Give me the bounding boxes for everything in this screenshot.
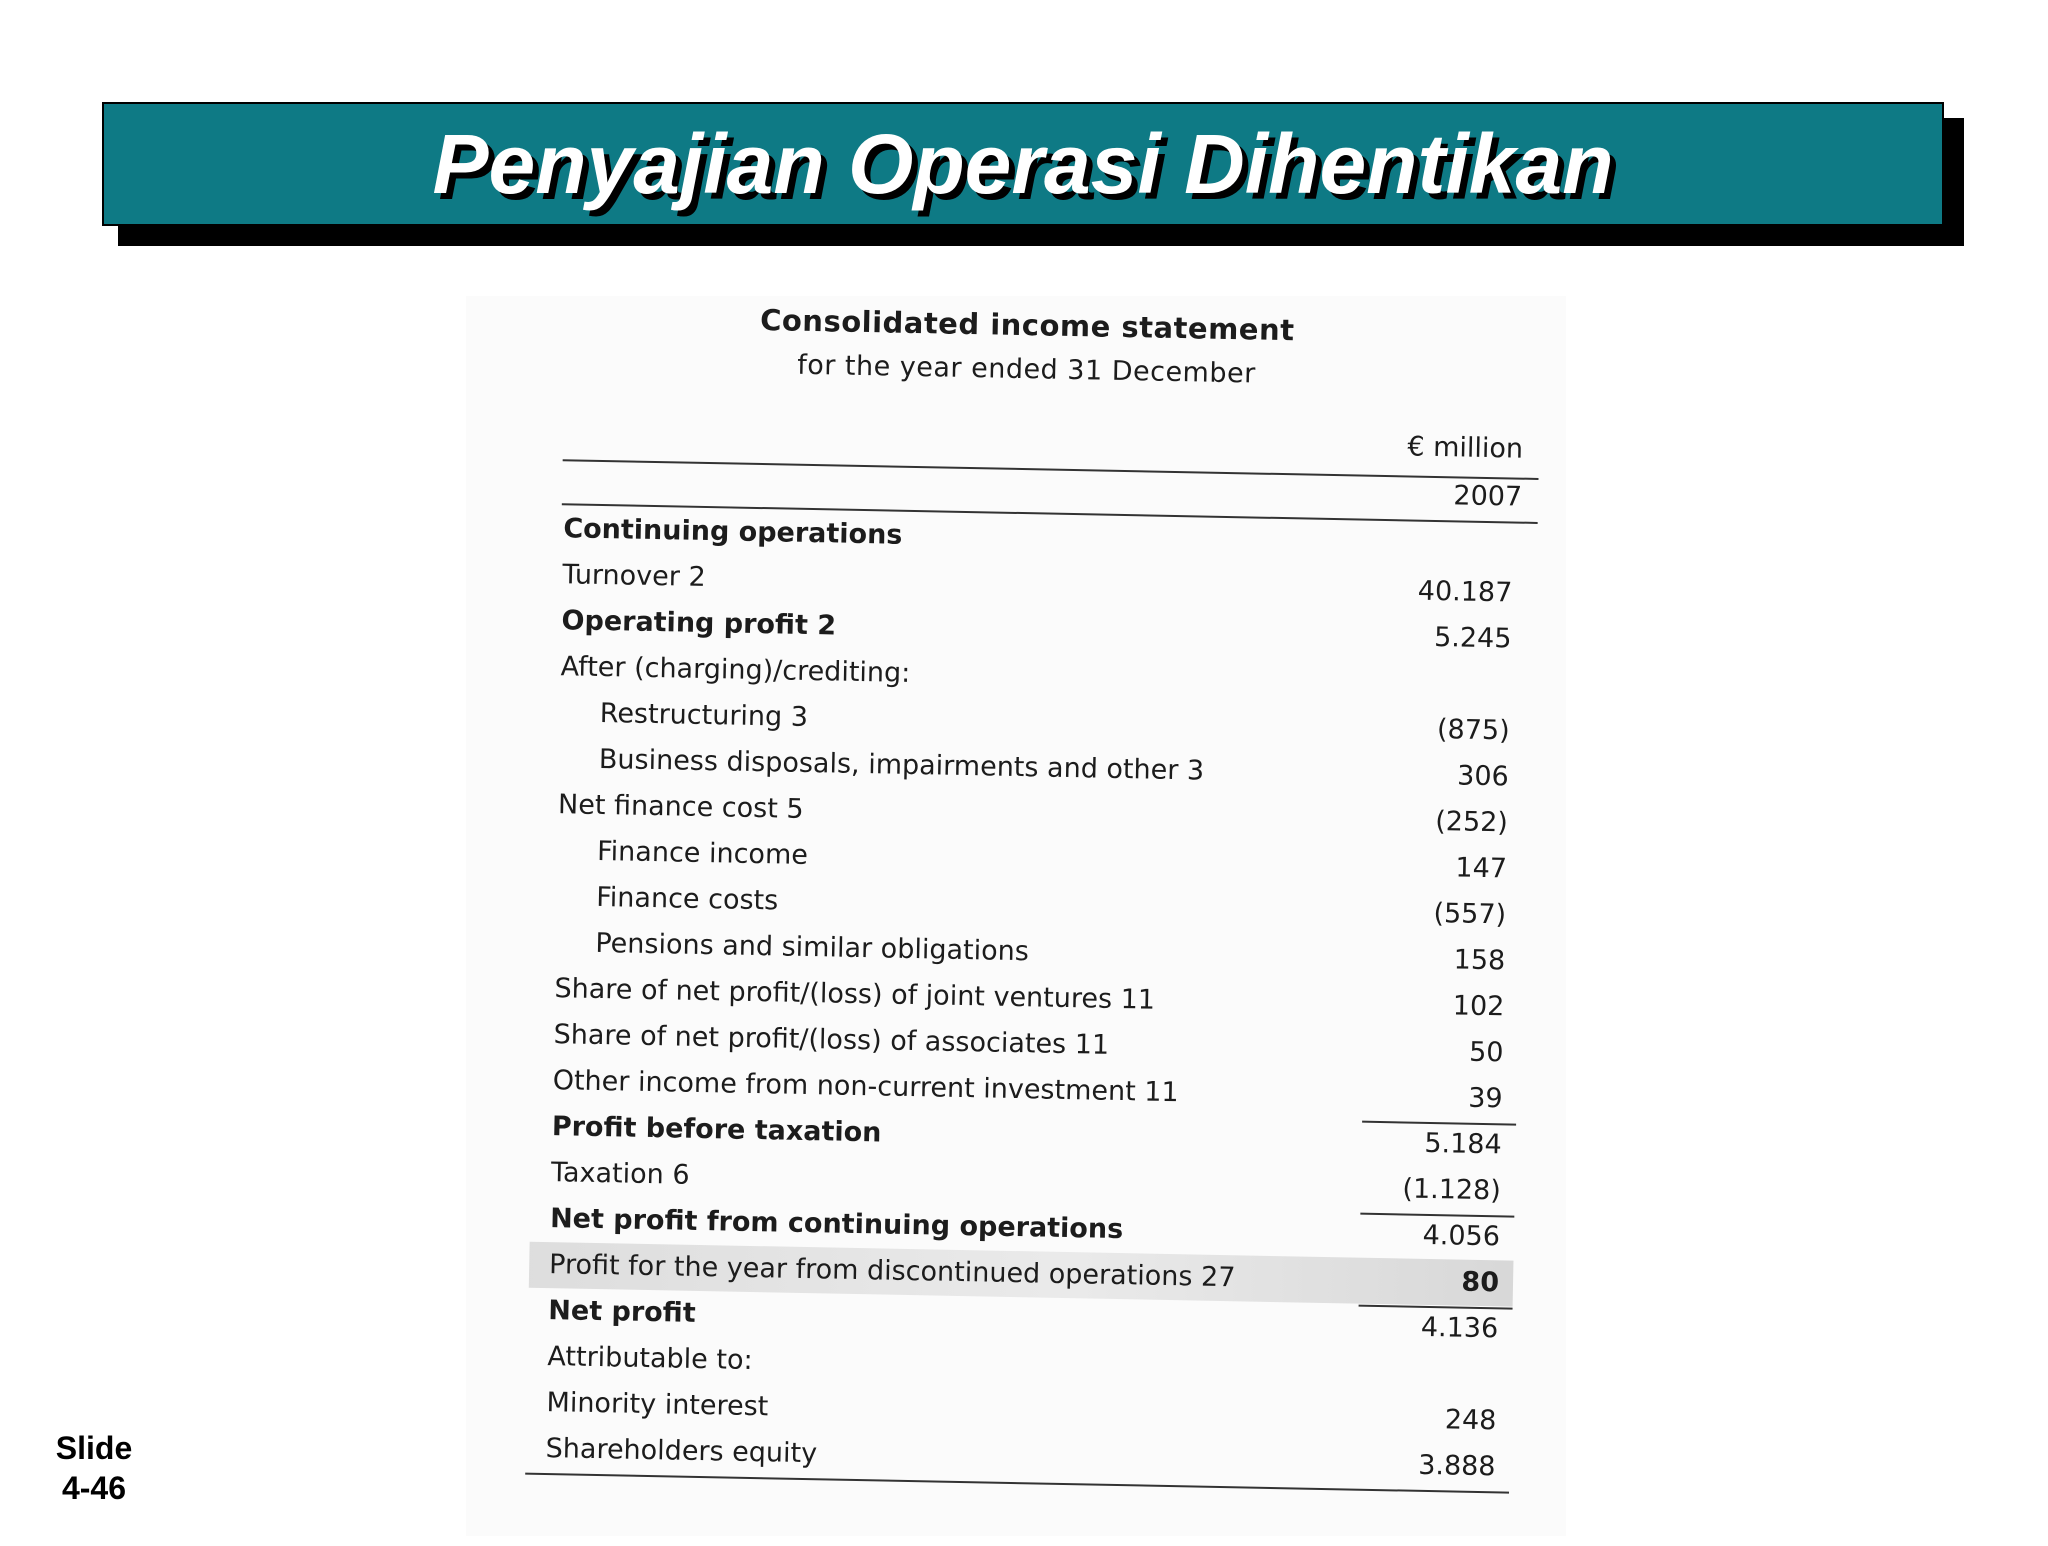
- row-value: (875): [1436, 714, 1510, 747]
- row-label: Finance income: [596, 835, 809, 871]
- row-value: 39: [1467, 1082, 1503, 1115]
- row-label: Business disposals, impairments and other 3: [598, 743, 1205, 787]
- row-value: (1.128): [1402, 1173, 1502, 1207]
- row-value: 5.245: [1433, 621, 1512, 655]
- row-label: Restructuring 3: [599, 697, 809, 733]
- row-value: 5.184: [1424, 1127, 1502, 1161]
- row-value: (557): [1433, 898, 1507, 931]
- row-value: 147: [1455, 852, 1508, 885]
- row-label: Shareholders equity: [545, 1433, 818, 1470]
- row-value: 40.187: [1417, 575, 1513, 609]
- row-label: Attributable to:: [547, 1341, 753, 1377]
- row-label: Share of net profit/(loss) of associates 11: [553, 1019, 1110, 1061]
- row-label: Turnover 2: [562, 559, 706, 593]
- scanned-statement: [466, 296, 1566, 1536]
- slide-title: Penyajian Operasi Dihentikan: [432, 116, 1614, 211]
- row-value: 306: [1456, 760, 1510, 793]
- row-label: Net profit: [548, 1295, 696, 1329]
- row-label: Net profit from continuing operations: [549, 1203, 1124, 1246]
- row-label: Profit before taxation: [551, 1111, 882, 1149]
- row-label: Minority interest: [546, 1387, 769, 1423]
- row-value: 4.056: [1422, 1219, 1501, 1253]
- row-label: Other income from non-current investment 11: [552, 1065, 1179, 1109]
- row-value: 248: [1444, 1404, 1497, 1437]
- year-header: 2007: [1453, 480, 1523, 513]
- row-value: 80: [1461, 1266, 1500, 1299]
- unit-header: € million: [1407, 431, 1524, 465]
- row-value: (252): [1434, 806, 1509, 839]
- header-rule: [563, 459, 1539, 480]
- row-label: Continuing operations: [563, 513, 903, 551]
- row-value: 102: [1452, 990, 1505, 1023]
- row-label: Share of net profit/(loss) of joint ventures 11: [554, 973, 1156, 1016]
- row-label: Pensions and similar obligations: [595, 927, 1030, 968]
- statement-content: [454, 286, 1578, 1546]
- row-value: 50: [1468, 1036, 1504, 1069]
- row-label: Taxation 6: [550, 1157, 690, 1191]
- row-label: Operating profit 2: [561, 605, 837, 642]
- slide-word: Slide: [55, 1430, 133, 1466]
- slide-number-label: [30, 1428, 158, 1508]
- row-value: 3.888: [1417, 1449, 1496, 1483]
- row-value: 158: [1453, 944, 1506, 977]
- title-banner: [102, 102, 1944, 226]
- row-value: 4.136: [1420, 1311, 1499, 1345]
- statement-title: Consolidated income statement: [759, 302, 1295, 348]
- row-label: Net finance cost 5: [557, 789, 804, 825]
- row-label: Finance costs: [595, 881, 779, 917]
- row-label: After (charging)/crediting:: [560, 651, 911, 689]
- statement-subtitle: for the year ended 31 December: [796, 349, 1257, 390]
- slide-number: 4-46: [61, 1470, 127, 1506]
- row-label: Profit for the year from discontinued operations 27: [548, 1249, 1236, 1294]
